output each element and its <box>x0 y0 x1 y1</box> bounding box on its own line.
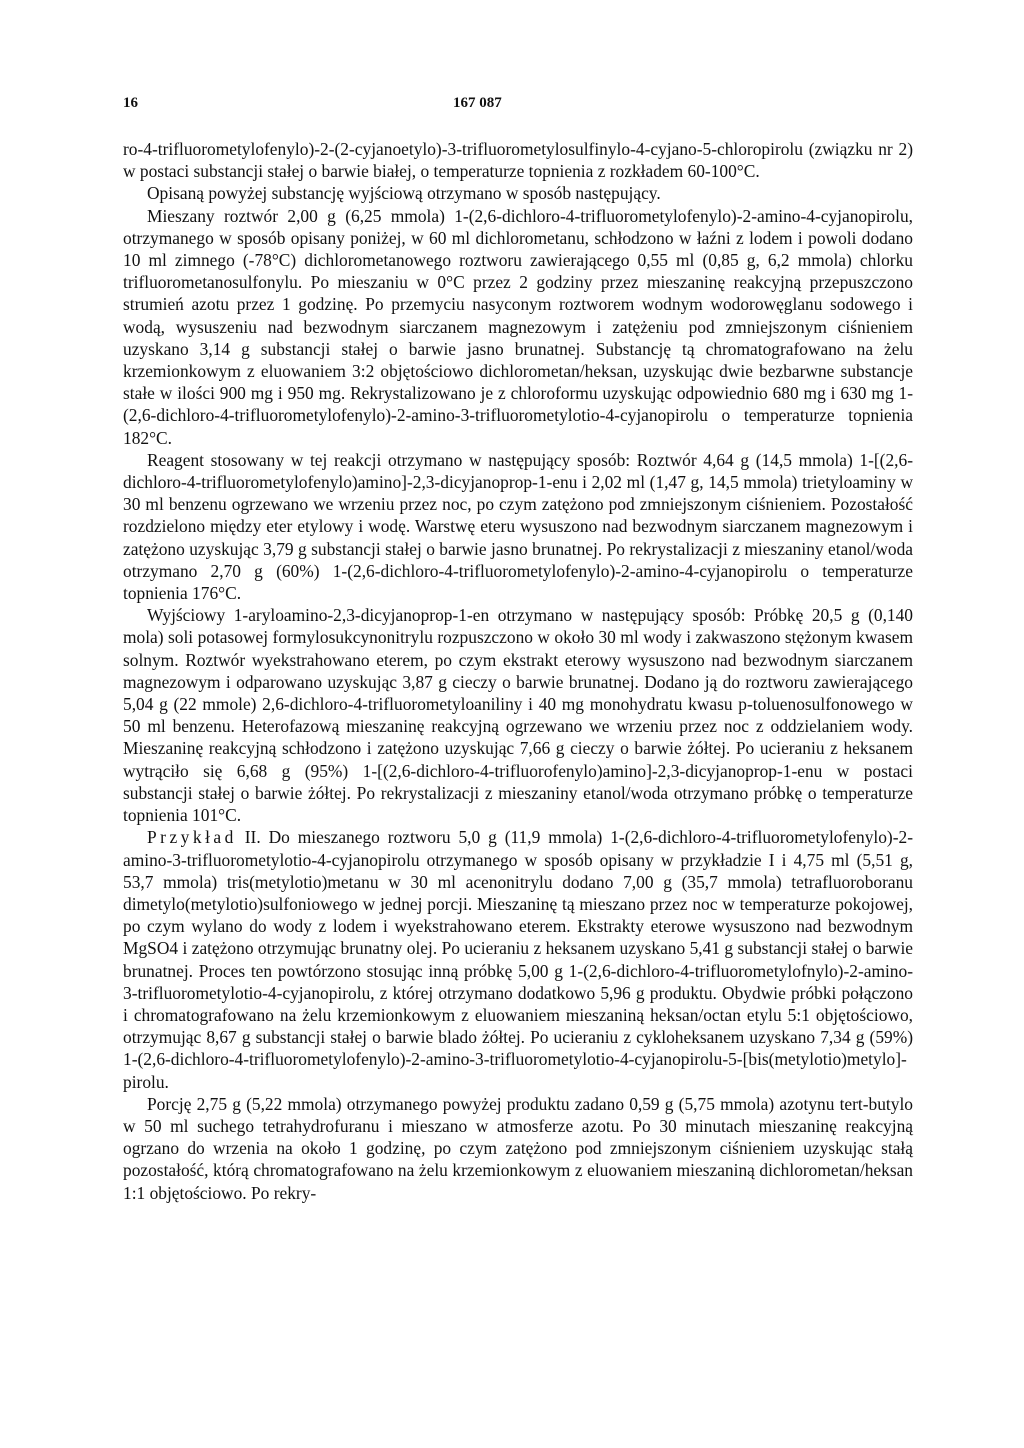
example-paragraph <box>123 826 913 1092</box>
page-number: 16 <box>123 95 138 111</box>
paragraph: Porcję 2,75 g (5,22 mmola) otrzymanego powyżej produktu zadano 0,59 g (5,75 mmola) azotynu tert-butylo w 50 ml suchego tetrahydrofuranu i mieszano w atmosferze azotu. Po 30 minutach mieszaninę reakcyjną ogrzano do wrzenia na około 1 godzinę, po czym zatężono pod zmniejszonym ciśnieniem uzyskując stałą pozostałość, którą chromatografowano na żelu krzemionkowym z eluowaniem mieszaniną dichlorometan/heksan 1:1 objętościowo. Po rekry- <box>123 1093 913 1203</box>
paragraph: Reagent stosowany w tej reakcji otrzymano w następujący sposób: Roztwór 4,64 g (14,5 mmola) 1-[(2,6-dichloro-4-trifluorometylofenylo)amino]-2,3-dicyjanoprop-1-enu i 2,02 ml (1,47 g, 14,5 mmola) trietyloaminy w 30 ml benzenu ogrzewano we wrzeniu przez noc, po czym zatężono pod zmniejszonym ciśnieniem. Pozostałość rozdzielono między eter etylowy i wodę. Warstwę eteru wysuszono nad bezwodnym siarczanem magnezowym i zatężono uzyskując 3,79 g substancji stałej o barwie jasno brunatnej. Po rekrystalizacji z mieszaniny etanol/woda otrzymano 2,70 g (60%) 1-(2,6-dichloro-4-trifluorometylofenylo)-2-amino-4-cyjanopirolu o temperaturze topnienia 176°C. <box>123 449 913 604</box>
example-label: Przykład <box>147 827 237 848</box>
paragraph-continued: ro-4-trifluorometylofenylo)-2-(2-cyjanoetylo)-3-trifluorometylosulfinylo-4-cyjano-5-chloropirolu (związku nr 2) w postaci substancji stałej o barwie białej, o temperaturze topnienia z rozkładem 60-100°C. <box>123 139 913 182</box>
example-text: Do mieszanego roztworu 5,0 g (11,9 mmola) 1-(2,6-dichloro-4-trifluorometylofenylo)-2-amino-3-trifluorometylotio-4-cyjanopirolu otrzymanego w sposób opisany w przykładzie I i 4,75 ml (5,51 g, 53,7 mmola) tris(metylotio)metanu w 30 ml acenonitrylu dodano 7,00 g (35,7 mmola) tetrafluoroboranu dimetylo(metylotio)sulfoniowego w jednej porcji. Mieszaninę tą mieszano przez noc w temperaturze pokojowej, po czym wylano do wody z lodem i wyekstrahowano eterem. Ekstrakty eterowe wysuszono nad bezwodnym MgSO4 i zatężono otrzymując brunatny olej. Po ucieraniu z heksanem uzyskano 5,41 g substancji stałej o barwie brunatnej. Proces ten powtórzono stosując inną próbkę 5,00 g 1-(2,6-dichloro-4-trifluorometylofnylo)-2-amino-3-trifluorometylotio-4-cyjanopirolu, z której otrzymano dodatkowo 5,96 g produktu. Obydwie próbki połączono i chromatografowano na żelu krzemionkowym z eluowaniem mieszaniną heksan/octan etylu 5:1 objętościowo, otrzymując 8,67 g substancji stałej o barwie blado żółtej. Po ucieraniu z cykloheksanem uzyskano 7,34 g (59%) 1-(2,6-dichloro-4-trifluorometylofenylo)-2-amino-3-trifluorometylotio-4-cyjanopirolu-5-[bis(metylotio)metylo]-pirolu. <box>123 827 913 1092</box>
example-number: II. <box>244 827 261 848</box>
document-body <box>123 138 913 1204</box>
paragraph: Wyjściowy 1-aryloamino-2,3-dicyjanoprop-1-en otrzymano w następujący sposób: Próbkę 20,5 g (0,140 mola) soli potasowej formylosukcynonitrylu rozpuszczono w około 30 ml wody i zakwaszono stężonym kwasem solnym. Roztwór wyekstrahowano eterem, po czym ekstrakt eterowy wysuszono nad bezwodnym siarczanem magnezowym i odparowano uzyskując 3,87 g cieczy o barwie brunatnej. Dodano ją do roztworu zawierającego 5,04 g (22 mmole) 2,6-dichloro-4-trifluorometyloaniliny i 40 mg monohydratu kwasu p-toluenosulfonowego w 50 ml benzenu. Heterofazową mieszaninę reakcyjną ogrzewano we wrzeniu przez noc z oddzielaniem wody. Mieszaninę reakcyjną schłodzono i zatężono uzyskując 7,66 g cieczy o barwie żółtej. Po ucieraniu z heksanem wytrąciło się 6,68 g (95%) 1-[(2,6-dichloro-4-trifluorofenylo)amino]-2,3-dicyjanoprop-1-enu w postaci substancji stałej o barwie żółtej. Po rekrystalizacji z mieszaniny etanol/woda otrzymano próbkę o temperaturze topnienia 101°C. <box>123 605 913 826</box>
page-header <box>123 95 913 119</box>
paragraph: Mieszany roztwór 2,00 g (6,25 mmola) 1-(2,6-dichloro-4-trifluorometylofenylo)-2-amino-4-cyjanopirolu, otrzymanego w sposób opisany poniżej, w 60 ml dichlorometanu, schłodzono w łaźni z lodem i powoli dodano 10 ml zimnego (-78°C) dichlorometanowego roztworu zawierającego 0,55 ml (0,85 g, 6,2 mmola) chlorku trifluorometanosulfonylu. Po mieszaniu w 0°C przez 2 godziny przez mieszaninę reakcyjną przepuszczono strumień azotu przez 1 godzinę. Po przemyciu nasyconym roztworem wodnym wodorowęglanu sodowego i wodą, wysuszeniu nad bezwodnym siarczanem magnezowym i zatężeniu pod zmniejszonym ciśnieniem uzyskano 3,14 g substancji stałej o barwie jasno brunatnej. Substancję tą chromatografowano na żelu krzemionkowym z eluowaniem 3:2 objętościowo dichlorometan/heksan, uzyskując dwie bezbarwne substancje stałe w ilości 900 mg i 950 mg. Rekrystalizowano je z chloroformu uzyskując odpowiednio 680 mg i 630 mg 1-(2,6-dichloro-4-trifluorometylofenylo)-2-amino-3-trifluorometylotio-4-cyjanopirolu o temperaturze topnienia 182°C. <box>123 205 913 448</box>
paragraph: Opisaną powyżej substancję wyjściową otrzymano w sposób następujący. <box>147 183 661 204</box>
patent-number: 167 087 <box>453 95 502 111</box>
